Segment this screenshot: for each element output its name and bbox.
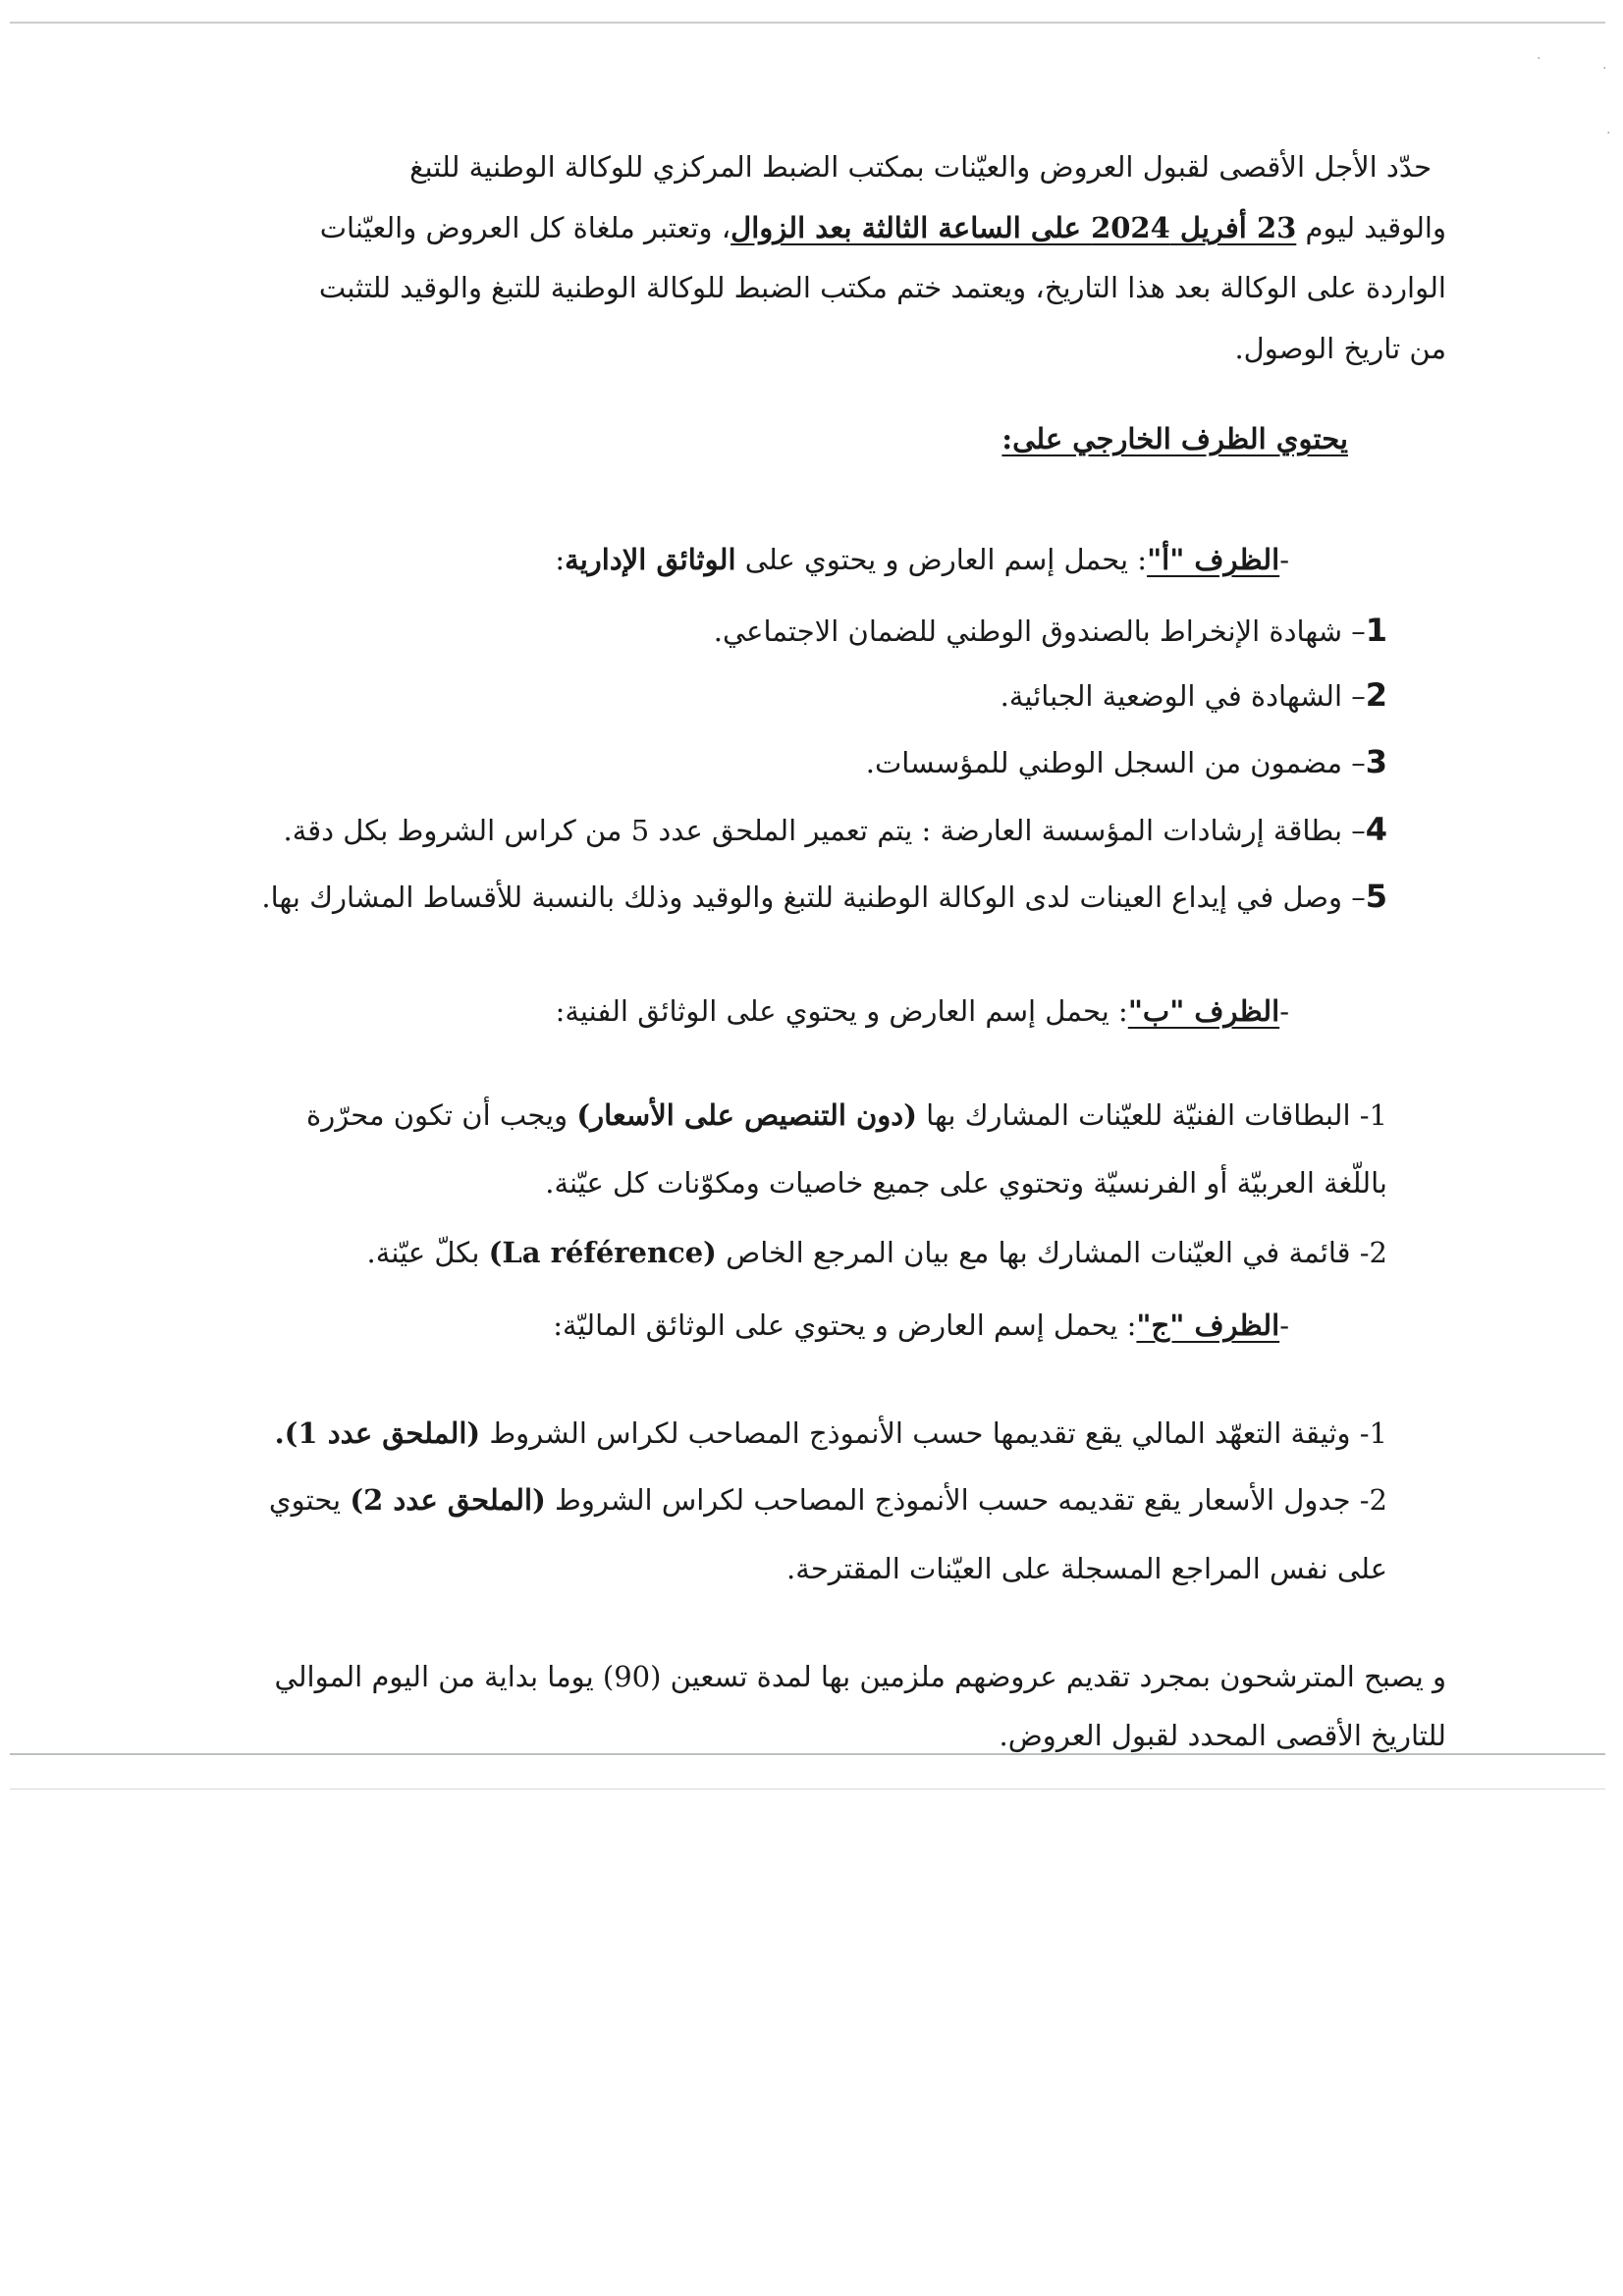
dash: -: [1279, 994, 1289, 1028]
item-number: 3: [1365, 743, 1387, 780]
envelope-b-item-1-cont: [545, 1163, 1387, 1202]
closing-text: للتاريخ الأقصى المحدد لقبول العروض.: [999, 1719, 1446, 1752]
closing-text: و يصبح المترشحون بمجرد تقديم عروضهم ملزمين بها لمدة تسعين (90) يوما بداية من اليوم الموالي: [274, 1660, 1446, 1693]
intro-text: حدّد الأجل الأقصى لقبول العروض والعيّنات بمكتب الضبط المركزي للوكالة الوطنية للتبغ: [409, 150, 1432, 184]
item-text: – بطاقة إرشادات المؤسسة العارضة : يتم تعمير الملحق عدد 5 من كراس الشروط بكل دقة.: [283, 814, 1366, 847]
bottom-scan-rule: [10, 1753, 1605, 1755]
item-text: 2- قائمة في العيّنات المشارك بها مع بيان المرجع الخاص: [716, 1236, 1387, 1269]
envelope-c-item-1: [275, 1414, 1387, 1453]
envelope-b-heading: [556, 991, 1289, 1031]
item-number: 4: [1365, 811, 1387, 848]
envelope-text: :: [555, 543, 566, 576]
section-heading: يحتوي الظرف الخارجي على:: [1001, 422, 1348, 455]
outer-envelope-heading: [1001, 419, 1348, 458]
item-text-bold: (الملحق عدد 1).: [274, 1416, 481, 1450]
envelope-text: : يحمل إسم العارض و يحتوي على: [735, 543, 1148, 576]
closing-line-1: [275, 1657, 1446, 1696]
envelope-a-item-4: [284, 810, 1387, 850]
envelope-a-item-3: [866, 742, 1387, 782]
item-text: – مضمون من السجل الوطني للمؤسسات.: [865, 746, 1366, 779]
intro-line-1: [409, 147, 1432, 187]
item-text: يحتوي: [268, 1483, 351, 1517]
item-number: 1: [1365, 612, 1387, 649]
scan-speck: ·: [1606, 126, 1611, 141]
envelope-b-item-2: [367, 1233, 1387, 1272]
envelope-c-heading: [553, 1306, 1289, 1345]
item-text: ويجب أن تكون محرّرة: [306, 1098, 577, 1132]
item-number: 2: [1365, 676, 1387, 714]
envelope-text-bold: الوثائق الإدارية: [565, 543, 736, 576]
item-text-bold: (الملحق عدد 2): [350, 1483, 546, 1517]
top-scan-rule: [10, 22, 1605, 24]
deadline-date: 23 أفريل 2024 على الساعة الثالثة بعد الزوال: [730, 211, 1297, 244]
item-text: باللّغة العربيّة أو الفرنسيّة وتحتوي على جميع خاصيات ومكوّنات كل عيّنة.: [545, 1166, 1387, 1200]
envelope-label: الظرف "ج": [1136, 1308, 1280, 1342]
item-text: 1- وثيقة التعهّد المالي يقع تقديمها حسب الأنموذج المصاحب لكراس الشروط: [480, 1416, 1387, 1450]
envelope-label: الظرف "أ": [1147, 543, 1280, 576]
item-text: – وصل في إيداع العينات لدى الوكالة الوطنية للتبغ والوقيد وذلك بالنسبة للأقساط المشارك بها.: [261, 881, 1366, 914]
envelope-a-item-1: [714, 611, 1387, 651]
envelope-text: : يحمل إسم العارض و يحتوي على الوثائق الماليّة:: [553, 1308, 1137, 1342]
envelope-b-item-1: [306, 1095, 1387, 1135]
intro-text: والوقيد ليوم: [1296, 211, 1446, 244]
dash: -: [1279, 1308, 1289, 1342]
scan-speck: ·: [1537, 51, 1542, 67]
item-text: على نفس المراجع المسجلة على العيّنات المقترحة.: [786, 1552, 1387, 1585]
envelope-a-heading: [555, 540, 1289, 579]
intro-line-2: [320, 208, 1446, 247]
envelope-a-item-2: [1001, 675, 1387, 716]
intro-text: الواردة على الوكالة بعد هذا التاريخ، ويعتمد ختم مكتب الضبط للوكالة الوطنية للتبغ والوقيد للتثبت: [318, 271, 1446, 304]
envelope-label: الظرف "ب": [1127, 994, 1280, 1028]
envelope-c-item-2: [269, 1480, 1387, 1520]
envelope-text: : يحمل إسم العارض و يحتوي على الوثائق الفنية:: [555, 994, 1128, 1028]
envelope-a-item-5: [261, 877, 1387, 917]
item-text: 2- جدول الأسعار يقع تقديمه حسب الأنموذج المصاحب لكراس الشروط: [545, 1483, 1387, 1517]
intro-line-3: [319, 268, 1446, 307]
item-text-bold: (La référence): [488, 1236, 717, 1269]
closing-line-2: [1000, 1716, 1446, 1755]
dash: -: [1279, 543, 1289, 576]
item-text: 1- البطاقات الفنيّة للعيّنات المشارك بها: [916, 1098, 1387, 1132]
scan-speck: ·: [1602, 61, 1607, 77]
intro-line-4: [1234, 329, 1446, 368]
item-text-bold: (دون التنصيص على الأسعار): [576, 1098, 917, 1132]
item-text: – الشهادة في الوضعية الجبائية.: [1000, 679, 1366, 713]
envelope-c-item-2-cont: [786, 1549, 1387, 1588]
item-number: 5: [1365, 878, 1387, 915]
intro-text: ، وتعتبر ملغاة كل العروض والعيّنات: [319, 211, 731, 244]
item-text: بكلّ عيّنة.: [366, 1236, 489, 1269]
item-text: – شهادة الإنخراط بالصندوق الوطني للضمان الاجتماعي.: [713, 614, 1366, 648]
intro-text: من تاريخ الوصول.: [1234, 332, 1446, 365]
